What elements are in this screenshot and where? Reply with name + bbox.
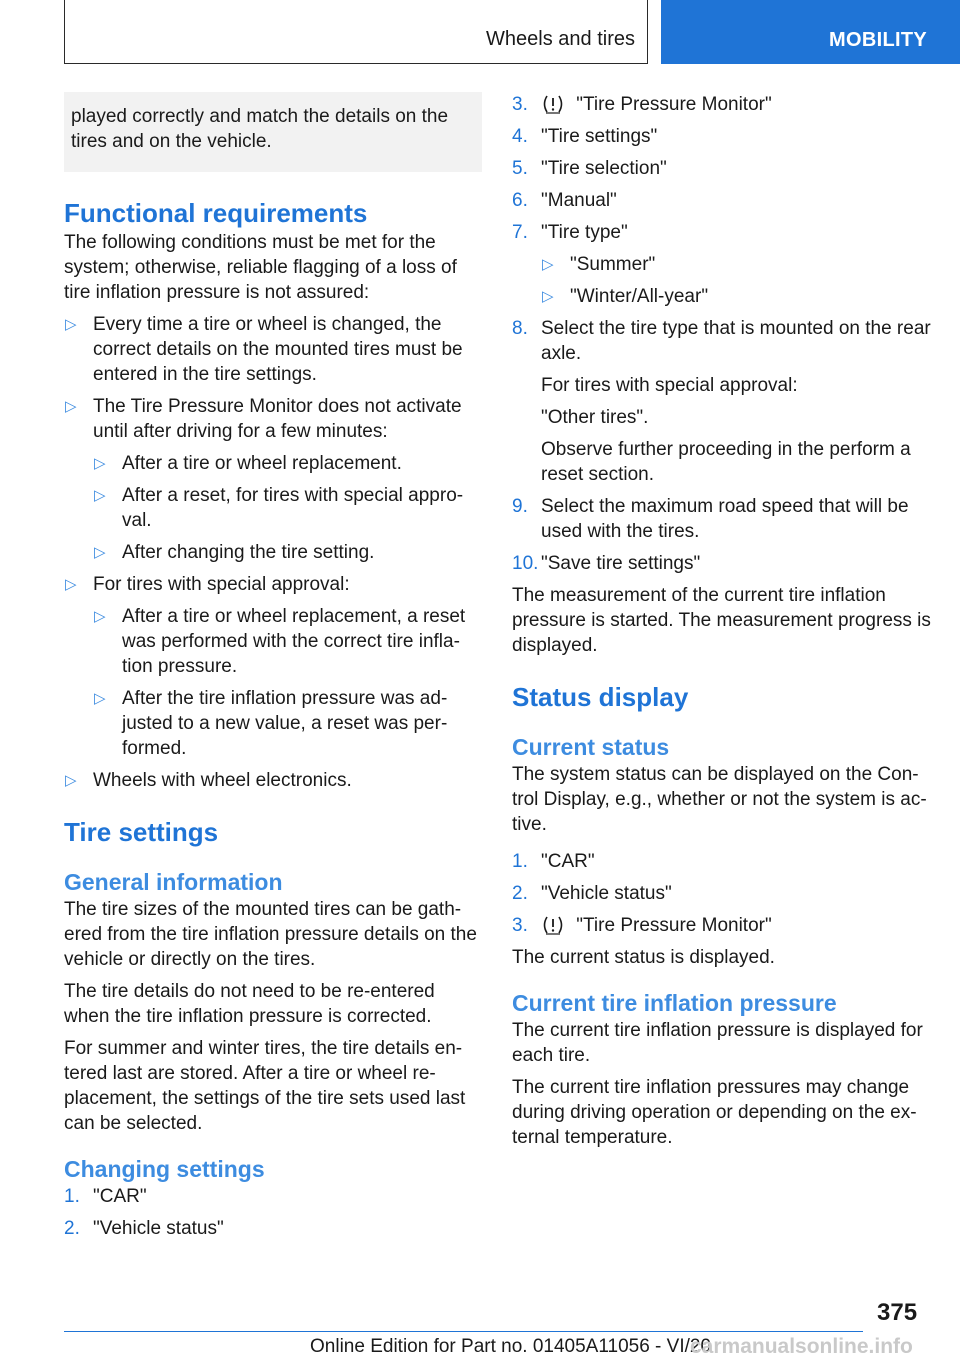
list-item-text: After the tire inflation pressure was adjusted to a new value, a reset was performed. [122,688,448,759]
changing-steps-continued [512,92,932,576]
bullet-triangle-icon: ▷ [65,398,77,415]
tire-pressure-warning-icon [541,915,565,935]
right-column [512,92,932,1157]
step-note: For tires with special approval: [541,375,798,396]
page-number: 375 [877,1299,918,1326]
step-text: "Tire selection" [541,158,667,179]
header-chapter-title: MOBILITY [829,29,927,51]
step-item [512,156,932,181]
functional-intro: The following conditions must be met for the system; otherwise, reliable flagging of a loss of tire inflation pressure is not assured: [64,232,457,303]
heading-tire-settings: Tire settings [64,817,219,847]
sub-list [93,451,482,565]
step-item [512,881,932,906]
header-section-title: Wheels and tires [486,28,635,50]
list-item-text: Every time a tire or wheel is changed, the correct details on the mounted tires must be entered in the tire settings. [93,314,463,385]
step-text: "Vehicle status" [93,1218,224,1239]
heading-changing-settings: Changing settings [64,1156,265,1182]
bullet-triangle-icon: ▷ [94,455,106,472]
footer-edition: Online Edition for Part no. 01405A11056 - VI/20 [310,1336,712,1357]
header-chapter-tab [661,0,960,64]
list-item [541,284,932,309]
bullet-triangle-icon: ▷ [94,690,106,707]
step-note: "Other tires". [541,407,649,428]
bullet-triangle-icon: ▷ [542,256,554,273]
requirements-list [64,312,482,793]
pressure-paragraph-1: The current tire inflation pressure is displayed for each tire. [512,1020,923,1066]
step-text: "Tire settings" [541,126,658,147]
list-item-text: After a reset, for tires with special approval. [122,485,464,531]
bullet-triangle-icon: ▷ [94,487,106,504]
list-item [93,483,482,533]
note-box [64,92,482,172]
status-steps-list [512,849,932,938]
step-number: 4. [512,126,528,147]
list-item [541,252,932,277]
step-number: 1. [64,1186,80,1207]
list-item [93,540,482,565]
tire-type-options [541,252,932,309]
step-number: 5. [512,158,528,179]
bullet-triangle-icon: ▷ [542,288,554,305]
step-number: 6. [512,190,528,211]
tire-pressure-warning-icon [541,94,565,114]
heading-functional-requirements: Functional requirements [64,198,368,228]
general-paragraph-3: For summer and winter tires, the tire details entered last are stored. After a tire or wheel replacement, the settings of the tire sets used last can be selected. [64,1038,466,1134]
option-text: "Winter/All-year" [570,286,709,307]
step-item [64,1216,482,1241]
step-item [64,1184,482,1209]
footer-watermark: carmanualsonline.info [690,1335,913,1358]
step-text: "Tire type" [541,222,628,243]
heading-current-status: Current status [512,734,670,760]
list-item [64,312,482,387]
step-number: 10. [512,553,539,574]
list-item [64,394,482,565]
list-item-text: After a tire or wheel replacement. [122,453,402,474]
current-status-text: The system status can be displayed on the Control Display, e.g., whether or not the system is active. [512,764,927,835]
status-result-text: The current status is displayed. [512,947,775,968]
step-item [512,849,932,874]
list-item [64,768,482,793]
step-number: 9. [512,496,528,517]
list-item-text: Wheels with wheel electronics. [93,770,352,791]
option-text: "Summer" [570,254,656,275]
step-number: 8. [512,318,528,339]
step-item [512,494,932,544]
step-item [512,316,932,487]
step-item [512,913,932,938]
step-text: "Save tire settings" [541,553,701,574]
step-number: 1. [512,851,528,872]
bullet-triangle-icon: ▷ [65,772,77,789]
step-number: 2. [64,1218,80,1239]
header-section-box [64,0,648,64]
step-text: "CAR" [541,851,595,872]
list-item [64,572,482,761]
list-item-text: After changing the tire setting. [122,542,375,563]
general-paragraph-1: The tire sizes of the mounted tires can be gathered from the tire inflation pressure details on the vehicle or directly on the tires. [64,899,477,970]
note-box-text: played correctly and match the details on the tires and on the vehicle. [71,106,449,152]
bullet-triangle-icon: ▷ [94,608,106,625]
step-number: 7. [512,222,528,243]
step-text: "Tire Pressure Monitor" [576,94,772,115]
heading-general-information: General information [64,869,283,895]
step-text: Select the tire type that is mounted on the rear axle. [541,318,931,364]
step-text: "Manual" [541,190,617,211]
step-number: 3. [512,94,528,115]
step-item [512,551,932,576]
bullet-triangle-icon: ▷ [65,316,77,333]
list-item [93,451,482,476]
heading-current-tire-inflation-pressure: Current tire inflation pressure [512,990,837,1016]
step-item [512,220,932,309]
heading-status-display: Status display [512,682,689,712]
step-item [512,188,932,213]
step-number: 3. [512,915,528,936]
measurement-text: The measurement of the current tire inflation pressure is started. The measurement progress is displayed. [512,585,931,656]
sub-list [93,604,482,761]
step-item [512,92,932,117]
footer-divider [64,1331,863,1332]
step-note: Observe further proceeding in the perform a reset section. [541,439,911,485]
list-item [93,604,482,679]
changing-steps-list [64,1184,482,1241]
list-item-text: The Tire Pressure Monitor does not activate until after driving for a few minutes: [93,396,462,442]
bullet-triangle-icon: ▷ [65,576,77,593]
step-text: "Tire Pressure Monitor" [576,915,772,936]
step-number: 2. [512,883,528,904]
pressure-paragraph-2: The current tire inflation pressures may change during driving operation or depending on the external temperature. [512,1077,917,1148]
step-text: Select the maximum road speed that will be used with the tires. [541,496,909,542]
list-item-text: For tires with special approval: [93,574,350,595]
left-column [64,92,482,1248]
list-item-text: After a tire or wheel replacement, a reset was performed with the correct tire inflation pressure. [122,606,466,677]
general-paragraph-2: The tire details do not need to be re-entered when the tire inflation pressure is corrected. [64,981,435,1027]
bullet-triangle-icon: ▷ [94,544,106,561]
step-text: "Vehicle status" [541,883,672,904]
step-item [512,124,932,149]
list-item [93,686,482,761]
step-text: "CAR" [93,1186,147,1207]
